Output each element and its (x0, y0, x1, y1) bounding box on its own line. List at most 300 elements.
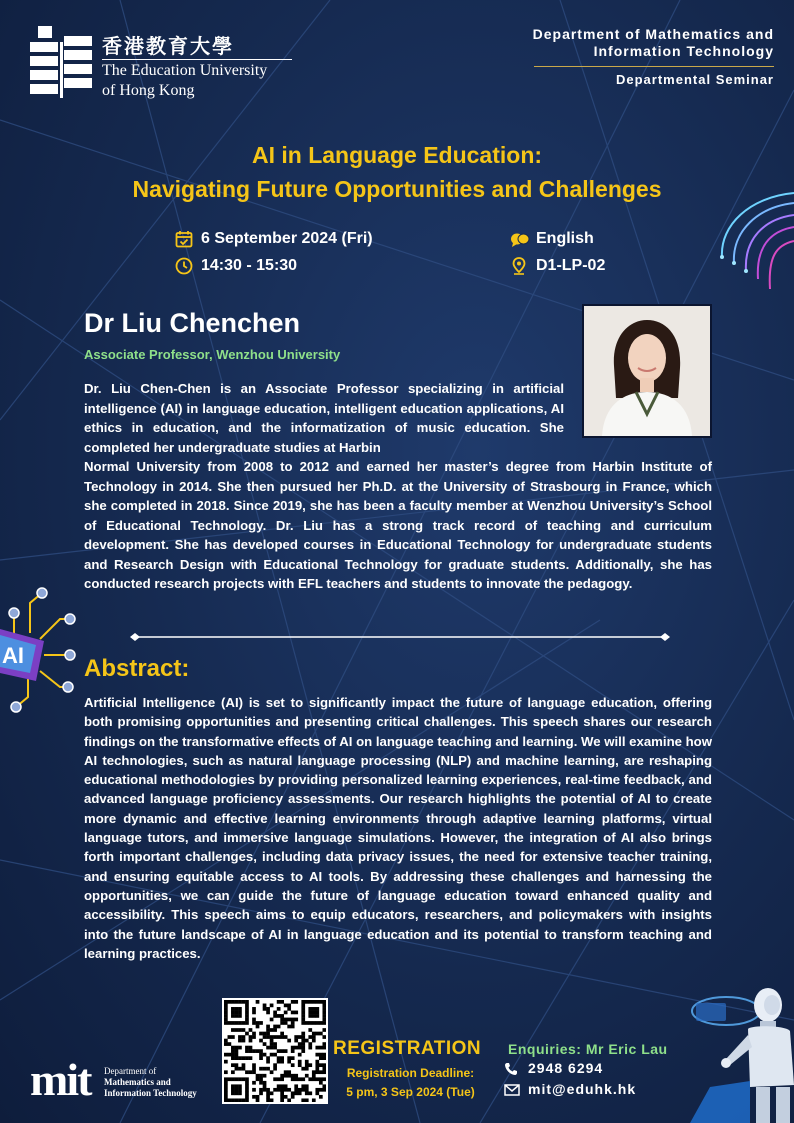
qr-module (280, 1088, 284, 1092)
qr-module (235, 1000, 239, 1004)
qr-module (245, 1084, 249, 1088)
qr-module (228, 1053, 232, 1057)
qr-module (291, 1077, 295, 1081)
university-name-line1: The Education University (102, 62, 268, 79)
decorative-swirl-graphic (700, 185, 794, 295)
qr-module (263, 1088, 267, 1092)
qr-module (298, 1077, 302, 1081)
qr-module (291, 1049, 295, 1053)
qr-module (266, 1091, 270, 1095)
qr-module (294, 1077, 298, 1081)
qr-module (235, 1063, 239, 1067)
qr-module (301, 1049, 305, 1053)
qr-module (235, 1067, 239, 1071)
qr-module (284, 1070, 288, 1074)
qr-module (235, 1098, 239, 1102)
university-logo (30, 26, 280, 98)
qr-module (245, 1021, 249, 1025)
qr-module (284, 1074, 288, 1078)
qr-module (294, 1000, 298, 1004)
qr-module (322, 1063, 326, 1067)
qr-module (305, 1091, 309, 1095)
qr-module (238, 1091, 242, 1095)
qr-module (315, 1000, 319, 1004)
qr-module (252, 1018, 256, 1022)
ai-chip-label: AI (2, 643, 24, 668)
department-header (474, 26, 774, 87)
phone-icon (504, 1062, 518, 1076)
qr-module (252, 1070, 256, 1074)
qr-module (249, 1035, 253, 1039)
qr-module (322, 1053, 326, 1057)
qr-module (322, 1046, 326, 1050)
qr-module (245, 1007, 249, 1011)
qr-module (245, 1098, 249, 1102)
qr-module (270, 1039, 274, 1043)
qr-module (322, 1067, 326, 1071)
qr-module (270, 1018, 274, 1022)
qr-module (266, 1032, 270, 1036)
qr-module (242, 1056, 246, 1060)
qr-module (235, 1077, 239, 1081)
qr-module (291, 1056, 295, 1060)
qr-module (273, 1067, 277, 1071)
qr-module (231, 1035, 235, 1039)
qr-module (238, 1028, 242, 1032)
qr-module (284, 1035, 288, 1039)
qr-module (301, 1000, 305, 1004)
qr-module (319, 1000, 323, 1004)
event-date-text: 6 September 2024 (Fri) (201, 230, 373, 247)
qr-module (322, 1056, 326, 1060)
qr-module (238, 1084, 242, 1088)
qr-module (322, 1070, 326, 1074)
qr-module (252, 1067, 256, 1071)
qr-module (315, 1088, 319, 1092)
qr-module (270, 1004, 274, 1008)
qr-module (224, 1011, 228, 1015)
qr-module (224, 1039, 228, 1043)
qr-module (287, 1056, 291, 1060)
qr-module (259, 1091, 263, 1095)
qr-module (315, 1063, 319, 1067)
qr-module (273, 1063, 277, 1067)
qr-module (245, 1095, 249, 1099)
qr-module (291, 1095, 295, 1099)
qr-module (273, 1088, 277, 1092)
qr-module (319, 1081, 323, 1085)
qr-module (270, 1028, 274, 1032)
qr-module (259, 1074, 263, 1078)
qr-module (315, 1067, 319, 1071)
qr-module (270, 1070, 274, 1074)
qr-module (256, 1074, 260, 1078)
qr-module (235, 1088, 239, 1092)
qr-module (277, 1084, 281, 1088)
qr-module (224, 1007, 228, 1011)
enquiries-contact: Enquiries: Mr Eric Lau (508, 1041, 668, 1057)
robot-illustration (690, 975, 794, 1123)
qr-module (252, 1011, 256, 1015)
qr-module (322, 1014, 326, 1018)
qr-module (242, 1035, 246, 1039)
qr-module (266, 1011, 270, 1015)
qr-module (294, 1088, 298, 1092)
qr-module (228, 1077, 232, 1081)
qr-module (231, 1046, 235, 1050)
qr-module (277, 1035, 281, 1039)
qr-module (249, 1039, 253, 1043)
qr-module (305, 1067, 309, 1071)
qr-module (301, 1046, 305, 1050)
qr-module (305, 1063, 309, 1067)
qr-module (322, 1000, 326, 1004)
qr-module (259, 1088, 263, 1092)
qr-module (280, 1018, 284, 1022)
qr-module (238, 1067, 242, 1071)
speaker-photo (582, 304, 712, 438)
qr-module (305, 1021, 309, 1025)
qr-module (291, 1021, 295, 1025)
qr-module (224, 1088, 228, 1092)
qr-module (266, 1025, 270, 1029)
qr-module (319, 1056, 323, 1060)
qr-module (315, 1091, 319, 1095)
qr-module (298, 1063, 302, 1067)
qr-module (231, 1077, 235, 1081)
qr-module (287, 1070, 291, 1074)
qr-module (277, 1056, 281, 1060)
qr-module (287, 1098, 291, 1102)
qr-module (266, 1060, 270, 1064)
qr-module (245, 1049, 249, 1053)
event-type-label: Departmental Seminar (616, 72, 774, 87)
qr-module (242, 1021, 246, 1025)
ai-chip-illustration (0, 585, 80, 715)
qr-module (287, 1088, 291, 1092)
qr-module (284, 1049, 288, 1053)
abstract-body: Artificial Intelligence (AI) is set to significantly impact the future of language education, offering both promising opportunities and presenting critical challenges. This speech shares our research findings on the transformative effects of AI on language teaching and learning. We will examine how AI technologies, such as natural language processing (NLP) and machine learning, are reshaping educational methodologies by providing personalized learning experiences, real-time feedback, and advanced language proficiency assessments. Our research highlights the potential of AI to create more dynamic and effective learning environments through adaptive learning platforms, virtual language tutors, and immersive language simulations. However, the integration of AI also brings forth important challenges, including data privacy issues, the need for extensive teacher training, and ensuring equitable access to AI tools. By addressing these challenges and harnessing the opportunities, we can guide the future of language education toward enhanced quality and accessibility. This speech aims to equip educators, researchers, and policymakers with insights into the future landscape of AI in language education and its potential to transform teaching and learning practices. (84, 695, 712, 961)
qr-module (315, 1077, 319, 1081)
qr-module (224, 1018, 228, 1022)
qr-module (277, 1077, 281, 1081)
qr-module (312, 1039, 316, 1043)
registration-deadline-label: Registration Deadline: (346, 1066, 475, 1080)
qr-module (308, 1028, 312, 1032)
qr-module (280, 1060, 284, 1064)
language-icon (510, 230, 530, 248)
qr-module (273, 1025, 277, 1029)
qr-module (277, 1000, 281, 1004)
qr-module (238, 1011, 242, 1015)
qr-module (315, 1046, 319, 1050)
qr-module (284, 1021, 288, 1025)
university-emblem-icon (30, 26, 94, 98)
qr-module (224, 1004, 228, 1008)
qr-module (305, 1088, 309, 1092)
qr-module (319, 1032, 323, 1036)
qr-module (266, 1088, 270, 1092)
location-pin-icon (510, 257, 528, 275)
qr-module (259, 1081, 263, 1085)
qr-module (298, 1088, 302, 1092)
qr-module (242, 1077, 246, 1081)
qr-module (294, 1091, 298, 1095)
qr-module (294, 1018, 298, 1022)
qr-module (270, 1042, 274, 1046)
qr-module (284, 1088, 288, 1092)
qr-module (245, 1081, 249, 1085)
qr-module (231, 1091, 235, 1095)
department-divider (534, 66, 774, 67)
qr-module (287, 1004, 291, 1008)
qr-module (263, 1032, 267, 1036)
qr-module (280, 1021, 284, 1025)
qr-module (287, 1060, 291, 1064)
qr-module (249, 1049, 253, 1053)
qr-module (308, 1021, 312, 1025)
qr-module (287, 1018, 291, 1022)
qr-module (266, 1046, 270, 1050)
qr-module (322, 1007, 326, 1011)
qr-module (312, 1007, 316, 1011)
qr-module (294, 1074, 298, 1078)
qr-module (263, 1067, 267, 1071)
qr-module (245, 1091, 249, 1095)
qr-module (301, 1011, 305, 1015)
qr-module (256, 1025, 260, 1029)
qr-module (315, 1007, 319, 1011)
qr-module (315, 1060, 319, 1064)
qr-module (280, 1035, 284, 1039)
qr-module (312, 1021, 316, 1025)
qr-module (231, 1098, 235, 1102)
qr-module (245, 1046, 249, 1050)
qr-module (308, 1042, 312, 1046)
qr-module (301, 1077, 305, 1081)
qr-module (301, 1035, 305, 1039)
qr-module (301, 1067, 305, 1071)
qr-module (238, 1056, 242, 1060)
qr-module (249, 1028, 253, 1032)
qr-module (245, 1070, 249, 1074)
qr-module (231, 1021, 235, 1025)
qr-module (224, 1000, 228, 1004)
qr-module (294, 1035, 298, 1039)
qr-module (238, 1039, 242, 1043)
qr-module (252, 1088, 256, 1092)
qr-module (298, 1060, 302, 1064)
qr-module (322, 1004, 326, 1008)
qr-module (312, 1032, 316, 1036)
qr-module (238, 1035, 242, 1039)
qr-module (228, 1042, 232, 1046)
qr-module (231, 1000, 235, 1004)
qr-module (287, 1007, 291, 1011)
qr-module (280, 1032, 284, 1036)
qr-module (319, 1077, 323, 1081)
mit-caption-line3: Information Technology (104, 1088, 197, 1098)
qr-module (249, 1046, 253, 1050)
qr-module (266, 1095, 270, 1099)
speaker-bio-part1: Dr. Liu Chen-Chen is an Associate Professor specializing in artificial intelligence (AI) in language education, intelligent education applications, AI ethics in education, and the informatization of music education. She completed her undergraduate studies at Harbin (84, 381, 564, 455)
qr-module (259, 1056, 263, 1060)
qr-module (291, 1025, 295, 1029)
mail-icon (504, 1083, 520, 1097)
qr-module (308, 1063, 312, 1067)
qr-module (273, 1011, 277, 1015)
qr-module (231, 1084, 235, 1088)
qr-module (284, 1095, 288, 1099)
qr-module (319, 1095, 323, 1099)
qr-module (322, 1018, 326, 1022)
qr-module (291, 1000, 295, 1004)
qr-module (245, 1088, 249, 1092)
qr-module (312, 1035, 316, 1039)
qr-module (224, 1098, 228, 1102)
qr-module (273, 1046, 277, 1050)
university-name-line2: of Hong Kong (102, 82, 195, 99)
qr-module (224, 1053, 228, 1057)
qr-module (280, 1077, 284, 1081)
qr-module (256, 1077, 260, 1081)
qr-module (312, 1098, 316, 1102)
qr-module (252, 1032, 256, 1036)
seminar-title (40, 138, 754, 206)
qr-module (301, 1042, 305, 1046)
calendar-icon (175, 230, 193, 248)
qr-module (252, 1007, 256, 1011)
qr-module (266, 1035, 270, 1039)
seminar-title-line2: Navigating Future Opportunities and Challenges (132, 176, 662, 202)
qr-module (315, 1021, 319, 1025)
qr-module (294, 1084, 298, 1088)
qr-module (277, 1025, 281, 1029)
qr-module (266, 1007, 270, 1011)
qr-module (235, 1056, 239, 1060)
qr-module (308, 1011, 312, 1015)
qr-module (312, 1000, 316, 1004)
qr-module (224, 1084, 228, 1088)
qr-module (319, 1063, 323, 1067)
qr-module (263, 1081, 267, 1085)
qr-module (224, 1021, 228, 1025)
qr-module (280, 1000, 284, 1004)
university-name-chinese: 香港教育大學 (102, 34, 234, 58)
qr-module (277, 1049, 281, 1053)
qr-module (301, 1084, 305, 1088)
qr-module (315, 1053, 319, 1057)
qr-module (231, 1063, 235, 1067)
qr-module (256, 1049, 260, 1053)
qr-module (312, 1077, 316, 1081)
abstract-heading: Abstract: (84, 655, 190, 682)
qr-module (242, 1067, 246, 1071)
qr-module (249, 1070, 253, 1074)
qr-module (308, 1014, 312, 1018)
qr-module (322, 1011, 326, 1015)
qr-module (308, 1046, 312, 1050)
qr-module (270, 1046, 274, 1050)
speaker-position: Associate Professor, Wenzhou University (84, 347, 341, 362)
qr-module (284, 1018, 288, 1022)
email-address[interactable]: mit@eduhk.hk (528, 1081, 637, 1097)
qr-module (252, 1063, 256, 1067)
qr-module (301, 1039, 305, 1043)
qr-module (259, 1067, 263, 1071)
qr-module (280, 1084, 284, 1088)
qr-module (301, 1098, 305, 1102)
qr-module (245, 1004, 249, 1008)
qr-module (319, 1053, 323, 1057)
qr-module (280, 1056, 284, 1060)
qr-module (270, 1035, 274, 1039)
qr-module (238, 1021, 242, 1025)
qr-module (224, 1014, 228, 1018)
speaker-bio-part2: Normal University from 2008 to 2012 and earned her master’s degree from Harbin Institute of Technology in 2014. She then pursued her Ph.D. at the University of Strasbourg in France, which she completed in 2018. Since 2019, she has been a faculty member at Wenzhou University’s School of Educational Technology. Dr. Liu has a strong track record of teaching and curriculum development. She has developed courses in Educational Technology for undergraduate students and Research Design with Educational Technology for graduate students. Additionally, she has conducted research projects with EFL teachers and students to innovate the pedagogy. (84, 459, 712, 591)
qr-module (224, 1060, 228, 1064)
qr-module (305, 1060, 309, 1064)
qr-module (273, 1014, 277, 1018)
qr-module (231, 1088, 235, 1092)
qr-module (319, 1021, 323, 1025)
qr-module (270, 1098, 274, 1102)
qr-module (231, 1049, 235, 1053)
qr-module (291, 1018, 295, 1022)
qr-module (245, 1000, 249, 1004)
qr-module (235, 1021, 239, 1025)
qr-module (263, 1007, 267, 1011)
qr-module (315, 1070, 319, 1074)
qr-module (308, 1000, 312, 1004)
qr-module (242, 1098, 246, 1102)
qr-module (273, 1077, 277, 1081)
qr-module (245, 1056, 249, 1060)
qr-module (252, 1081, 256, 1085)
qr-module (252, 1035, 256, 1039)
qr-module (291, 1074, 295, 1078)
qr-module (266, 1056, 270, 1060)
qr-module (312, 1014, 316, 1018)
qr-module (259, 1049, 263, 1053)
registration-qr-code[interactable] (222, 998, 328, 1104)
qr-module (224, 1095, 228, 1099)
qr-module (280, 1098, 284, 1102)
qr-module (263, 1042, 267, 1046)
qr-module (263, 1074, 267, 1078)
seminar-title-line1: AI in Language Education: (251, 142, 543, 168)
qr-module (263, 1053, 267, 1057)
qr-module (256, 1098, 260, 1102)
qr-module (280, 1014, 284, 1018)
qr-module (224, 1070, 228, 1074)
qr-module (263, 1084, 267, 1088)
qr-module (287, 1025, 291, 1029)
qr-module (273, 1028, 277, 1032)
qr-module (280, 1074, 284, 1078)
qr-module (266, 1098, 270, 1102)
section-divider (130, 632, 670, 642)
qr-module (298, 1042, 302, 1046)
qr-module (315, 1011, 319, 1015)
qr-module (231, 1056, 235, 1060)
qr-module (298, 1091, 302, 1095)
mit-logo-caption (104, 1066, 197, 1099)
qr-module (266, 1028, 270, 1032)
qr-module (263, 1035, 267, 1039)
qr-module (231, 1014, 235, 1018)
qr-module (294, 1011, 298, 1015)
